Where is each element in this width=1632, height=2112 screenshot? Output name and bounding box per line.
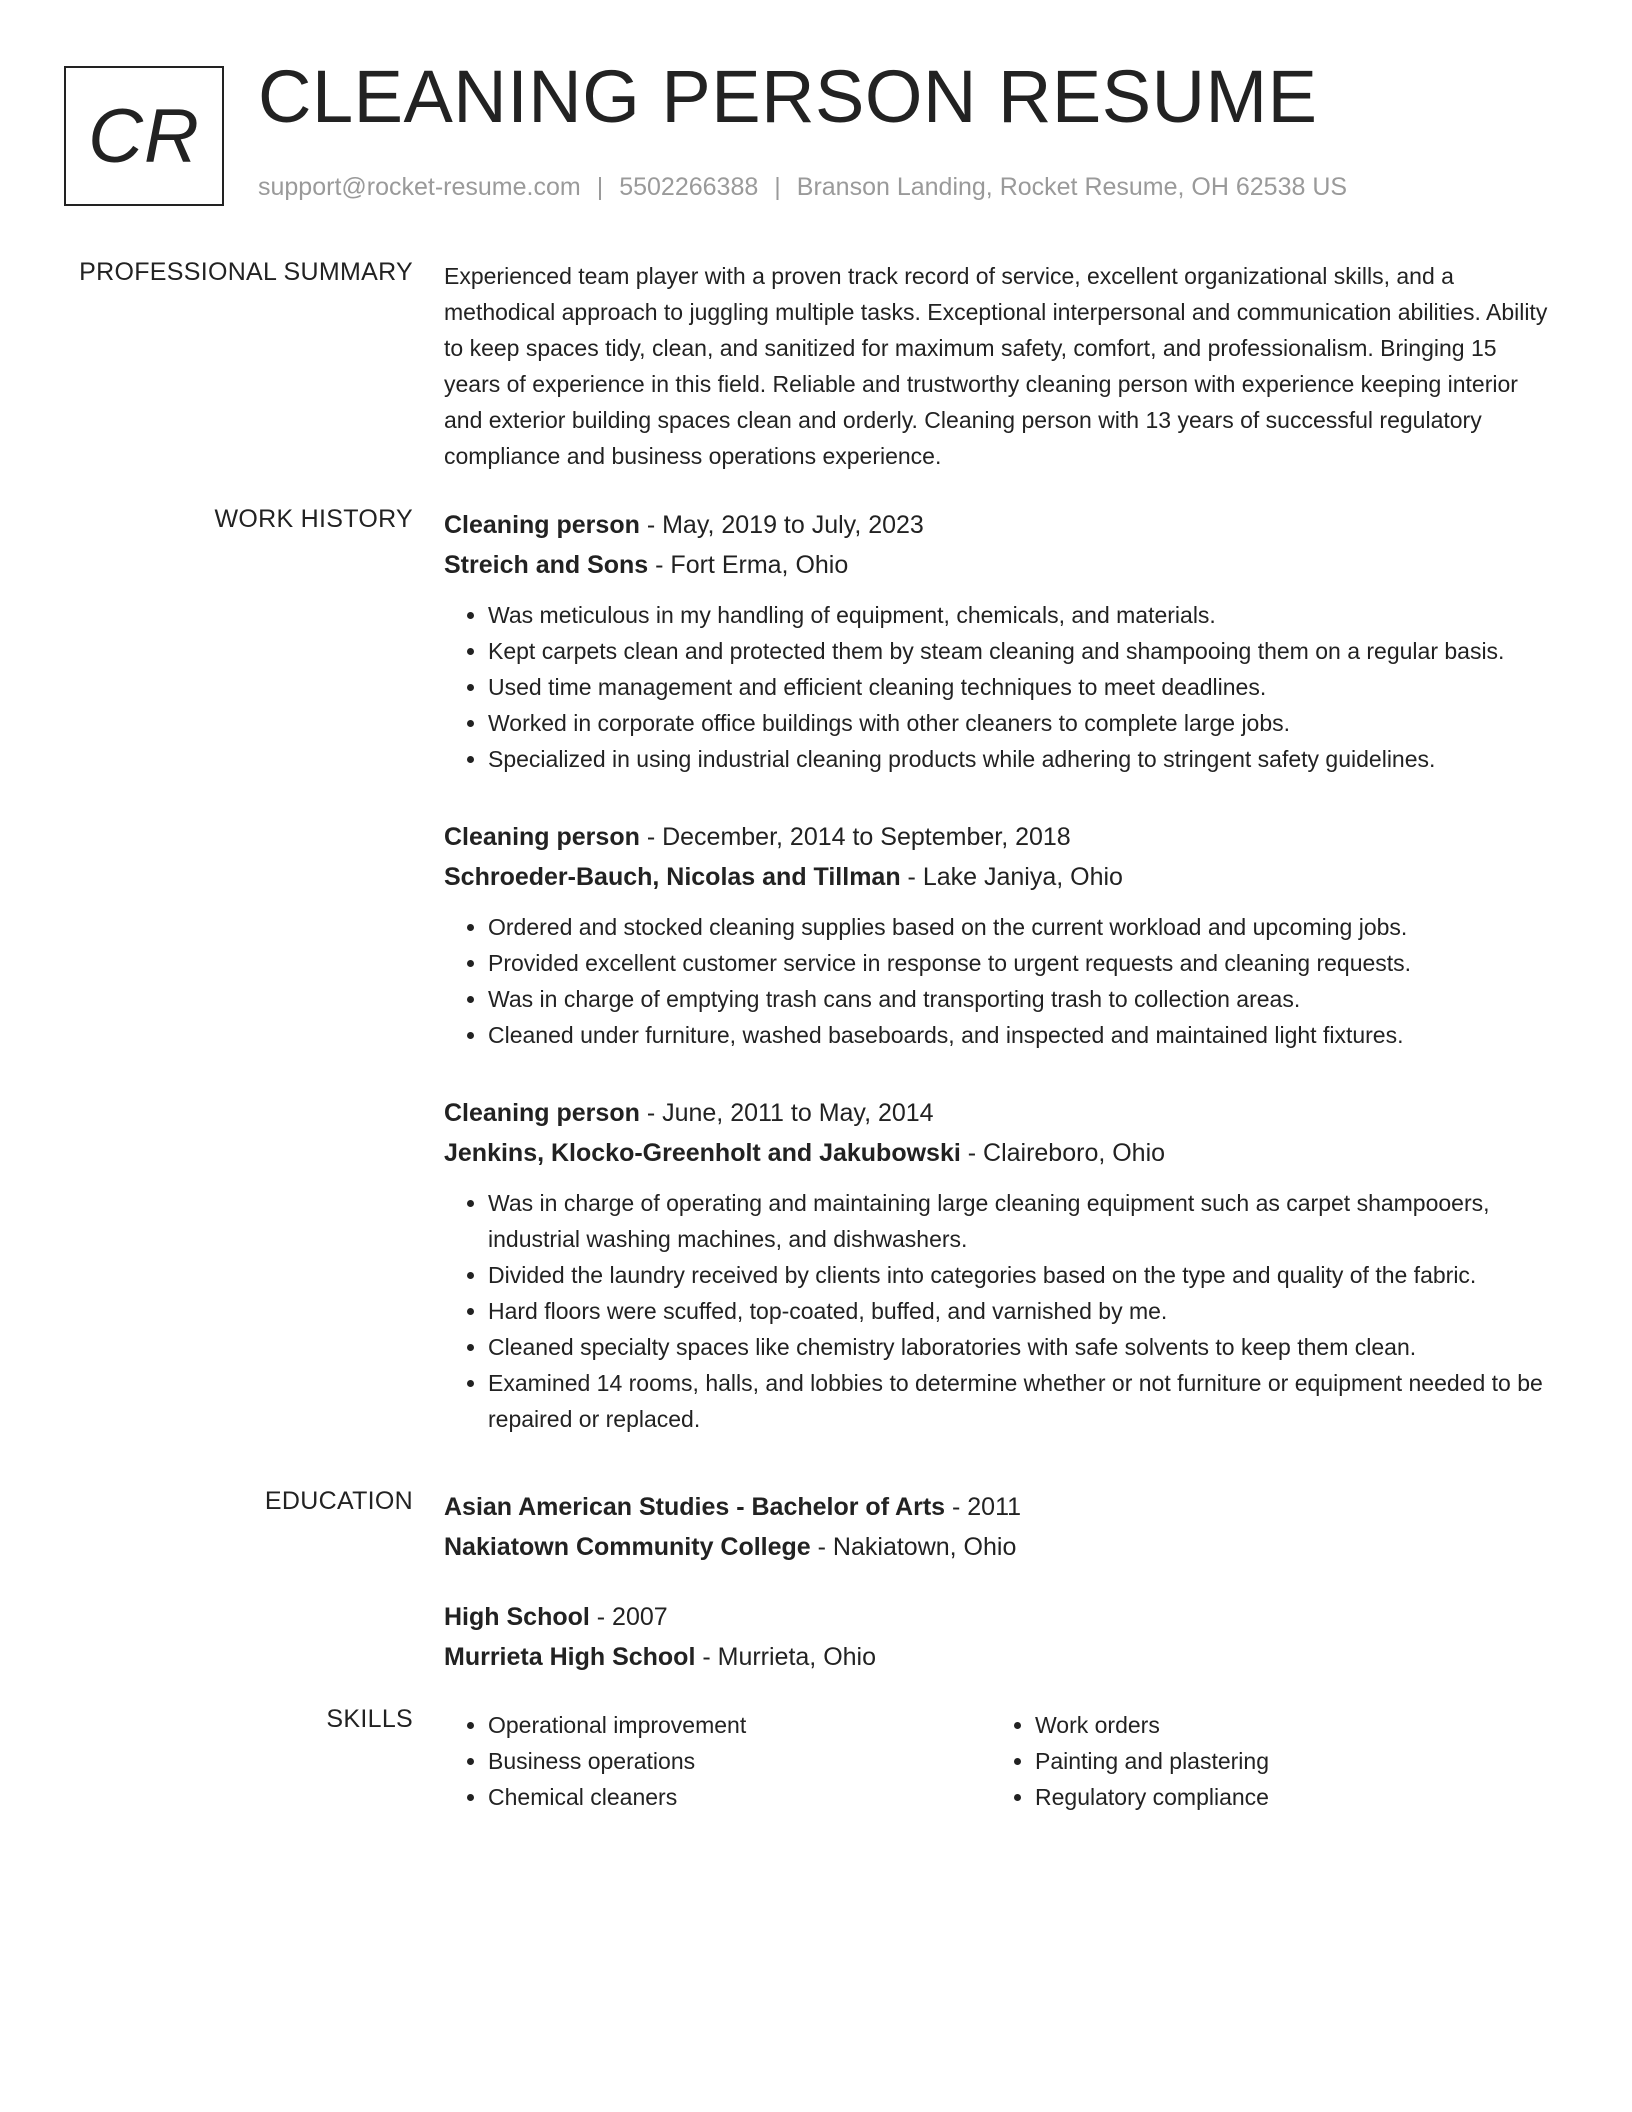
contact-separator: | — [596, 173, 604, 201]
education-school: Nakiatown Community College — [444, 1533, 811, 1561]
job-bullet: • Divided the laundry received by clients into categories based on the type and quality of the fabric. — [488, 1257, 1559, 1293]
job-bullet: • Was in charge of operating and maintaining large cleaning equipment such as carpet shampooers, industrial washing machines, and dishwashers. — [488, 1185, 1559, 1257]
section-label-summary: PROFESSIONAL SUMMARY — [79, 258, 413, 286]
section-label-skills: SKILLS — [326, 1705, 413, 1733]
job-bullet: • Kept carpets clean and protected them by steam cleaning and shampooing them on a regular basis. — [488, 633, 1559, 669]
job-title-line — [444, 817, 1559, 857]
job-bullet: • Worked in corporate office buildings with other cleaners to complete large jobs. — [488, 705, 1559, 741]
skill-item: • Work orders — [1035, 1707, 1538, 1743]
job-entry — [444, 1093, 1559, 1437]
job-company-line — [444, 1133, 1559, 1173]
job-bullets — [444, 1185, 1559, 1437]
job-bullets — [444, 597, 1559, 777]
job-bullet: • Cleaned under furniture, washed baseboards, and inspected and maintained light fixtures. — [488, 1017, 1559, 1053]
education-school: Murrieta High School — [444, 1643, 696, 1671]
education-degree-line — [444, 1487, 1559, 1527]
education-school-line — [444, 1637, 1559, 1677]
job-bullet: • Was meticulous in my handling of equipment, chemicals, and materials. — [488, 597, 1559, 633]
job-entry — [444, 817, 1559, 1053]
job-title-line — [444, 505, 1559, 545]
skill-item: • Painting and plastering — [1035, 1743, 1538, 1779]
education-location: - Nakiatown, Ohio — [810, 1533, 1017, 1561]
job-bullet: • Used time management and efficient cleaning techniques to meet deadlines. — [488, 669, 1559, 705]
skill-item: • Operational improvement — [488, 1707, 991, 1743]
job-dates: - December, 2014 to September, 2018 — [639, 823, 1071, 851]
job-dates: - May, 2019 to July, 2023 — [639, 511, 924, 539]
skills-list-left — [444, 1707, 991, 1815]
education-entry — [444, 1597, 1559, 1677]
job-company: Schroeder-Bauch, Nicolas and Tillman — [444, 863, 901, 891]
job-title: Cleaning person — [444, 511, 640, 539]
job-company-line — [444, 857, 1559, 897]
job-bullet: • Ordered and stocked cleaning supplies based on the current workload and upcoming jobs. — [488, 909, 1559, 945]
job-title-line — [444, 1093, 1559, 1133]
education-body — [444, 1487, 1559, 1707]
skills-columns — [444, 1707, 1559, 1815]
job-bullet: • Examined 14 rooms, halls, and lobbies to determine whether or not furniture or equipment needed to be repaired or replaced. — [488, 1365, 1559, 1437]
job-entry — [444, 505, 1559, 777]
summary-text: Experienced team player with a proven track record of service, excellent organizational skills, and a methodical approach to juggling multiple tasks. Exceptional interpersonal and communication abilities. Ability to keep spaces tidy, clean, and sanitized for maximum safety, comfort, and professionalism. Bringing 15 years of experience in this field. Reliable and trustworthy cleaning person with experience keeping interior and exterior building spaces clean and orderly. Cleaning person with 13 years of successful regulatory compliance and business operations experience. — [444, 263, 1548, 469]
education-year: - 2007 — [589, 1603, 668, 1631]
job-company: Jenkins, Klocko-Greenholt and Jakubowski — [444, 1139, 961, 1167]
job-company: Streich and Sons — [444, 551, 649, 579]
job-bullets — [444, 909, 1559, 1053]
skill-item: • Regulatory compliance — [1035, 1779, 1538, 1815]
education-entry — [444, 1487, 1559, 1567]
job-company-line — [444, 545, 1559, 585]
contact-separator: | — [774, 173, 781, 201]
job-bullet: • Specialized in using industrial cleaning products while adhering to stringent safety guidelines. — [488, 741, 1559, 777]
job-bullet: • Provided excellent customer service in response to urgent requests and cleaning requests. — [488, 945, 1559, 981]
education-degree-line — [444, 1597, 1559, 1637]
skill-item: • Chemical cleaners — [488, 1779, 991, 1815]
education-year: - 2011 — [945, 1493, 1022, 1521]
job-title: Cleaning person — [444, 823, 640, 851]
summary-body — [444, 258, 1559, 474]
job-location: - Lake Janiya, Ohio — [900, 863, 1123, 891]
contact-email[interactable]: support@rocket-resume.com — [258, 173, 581, 201]
job-title: Cleaning person — [444, 1099, 640, 1127]
job-bullet: • Hard floors were scuffed, top-coated, buffed, and varnished by me. — [488, 1293, 1559, 1329]
contact-address: Branson Landing, Rocket Resume, OH 62538 US — [796, 173, 1348, 201]
work-history-body — [444, 505, 1559, 1477]
job-bullet: • Was in charge of emptying trash cans and transporting trash to collection areas. — [488, 981, 1559, 1017]
contact-phone[interactable]: 5502266388 — [619, 173, 759, 201]
section-label-education: EDUCATION — [264, 1487, 413, 1515]
education-school-line — [444, 1527, 1559, 1567]
skills-list-right — [991, 1707, 1538, 1815]
job-location: - Fort Erma, Ohio — [648, 551, 849, 579]
skill-item: • Business operations — [488, 1743, 991, 1779]
job-location: - Claireboro, Ohio — [960, 1139, 1166, 1167]
monogram-logo: CR — [64, 66, 224, 206]
education-location: - Murrieta, Ohio — [695, 1643, 877, 1671]
contact-line — [258, 173, 1347, 202]
section-label-work-history: WORK HISTORY — [214, 505, 413, 533]
job-dates: - June, 2011 to May, 2014 — [639, 1099, 934, 1127]
education-degree: Asian American Studies - Bachelor of Arts — [444, 1493, 946, 1521]
page-title: CLEANING PERSON RESUME — [258, 55, 1318, 138]
education-degree: High School — [444, 1603, 590, 1631]
job-bullet: • Cleaned specialty spaces like chemistry laboratories with safe solvents to keep them clean. — [488, 1329, 1559, 1365]
skills-body — [444, 1707, 1559, 1815]
